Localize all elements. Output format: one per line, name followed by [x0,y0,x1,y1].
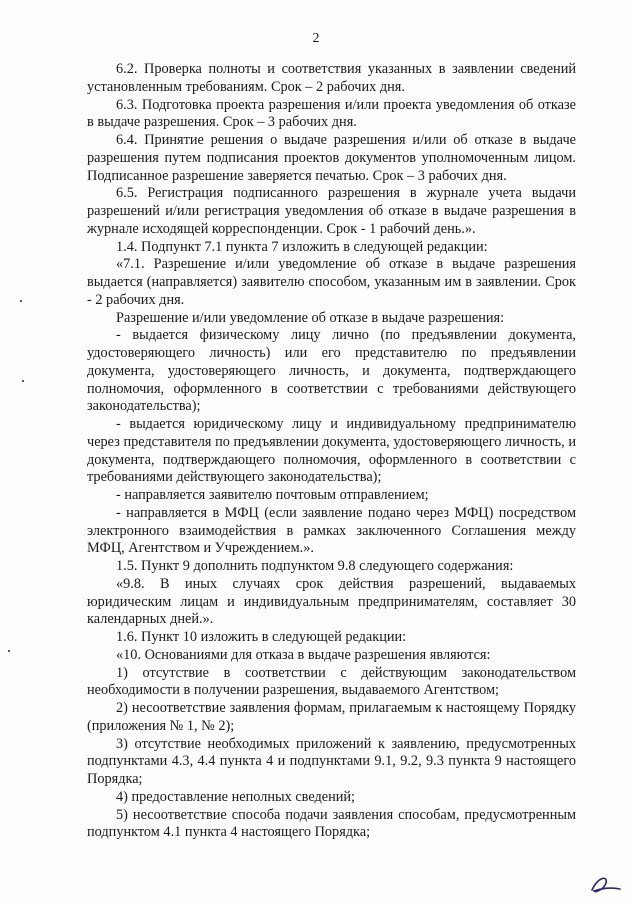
list-item-3: 3) отсутствие необходимых приложений к заявлению, предусмотренных подпунктами 4.3, 4.4 пункта 4 и подпунктами 9.1, 9.2, 9.3 пункта 9 настоящего Порядка; [87,735,576,787]
paragraph-1-6: 1.6. Пункт 10 изложить в следующей редакции: [116,629,407,645]
document-body [87,61,576,842]
paragraph-6-2: 6.2. Проверка полноты и соответствия указанных в заявлении сведений установленным требованиям. Срок – 2 рабочих дня. [87,61,576,95]
paragraph-delivery-post: - направляется заявителю почтовым отправлением; [116,487,429,503]
paragraph-7-1: «7.1. Разрешение и/или уведомление об отказе в выдаче разрешения выдается (направляется) заявителю способом, указанным им в заявлении. Срок - 2 рабочих дня. [87,256,576,308]
paragraph-9-8: «9.8. В иных случаях срок действия разрешений, выдаваемых юридическим лицам и индивидуальным предпринимателям, составляет 30 календарных дней.». [87,575,576,628]
paragraph-delivery-intro: Разрешение и/или уведомление об отказе в выдаче разрешения: [116,309,505,326]
scan-mark [22,380,24,382]
list-item-1: 1) отсутствие в соответствии с действующим законодательством необходимости в получении разрешения, выдаваемого Агентством; [87,664,576,699]
paragraph-6-4: 6.4. Принятие решения о выдаче разрешения и/или об отказе в выдаче разрешения путем подписания проектов документов уполномоченным лицом. Подписанное разрешение заверяется печатью. Срок – 3 рабочих дня. [87,132,576,184]
scan-mark [20,300,22,302]
handwritten-mark-icon [588,873,624,895]
paragraph-delivery-mfc: - направляется в МФЦ (если заявление подано через МФЦ) посредством электронного взаимодействия в рамках заключенного Соглашения между МФЦ, Агентством и Учреждением.». [87,504,576,557]
list-item-5: 5) несоответствие способа подачи заявления способам, предусмотренным подпунктом 4.1 пункта 4 настоящего Порядка; [87,806,576,841]
paragraph-1-5: 1.5. Пункт 9 дополнить подпунктом 9.8 следующего содержания: [116,558,514,574]
paragraph-6-5: 6.5. Регистрация подписанного разрешения в журнале учета выдачи разрешений и/или регистрация уведомления об отказе в выдаче разрешения в журнале исходящей корреспонденции. Срок - 1 рабочий день.». [87,185,576,237]
paragraph-delivery-individual: - выдается физическому лицу лично (по предъявлении документа, удостоверяющего личность) или его представителю по предъявлении документа, удостоверяющего личность, и документа, подтверждающего полномочия, оформленного в соответствии с требованиями действующего законодательства); [87,327,576,415]
paragraph-6-3: 6.3. Подготовка проекта разрешения и/или проекта уведомления об отказе в выдаче разрешения. Срок – 3 рабочих дня. [87,96,576,131]
page-number: 2 [312,31,320,46]
scan-mark [8,650,10,652]
list-item-2: 2) несоответствие заявления формам, прилагаемым к настоящему Порядку (приложения № 1, № 2); [87,700,576,734]
paragraph-delivery-legal: - выдается юридическому лицу и индивидуальному предпринимателю через представителя по предъявлении документа, удостоверяющего личность, и документа, подтверждающего полномочия, оформленного в соответствии с требованиями действующего законодательства); [87,416,576,486]
paragraph-10: «10. Основаниями для отказа в выдаче разрешения являются: [116,646,491,663]
paragraph-1-4: 1.4. Подпункт 7.1 пункта 7 изложить в следующей редакции: [116,238,488,255]
list-item-4: 4) предоставление неполных сведений; [116,788,356,805]
